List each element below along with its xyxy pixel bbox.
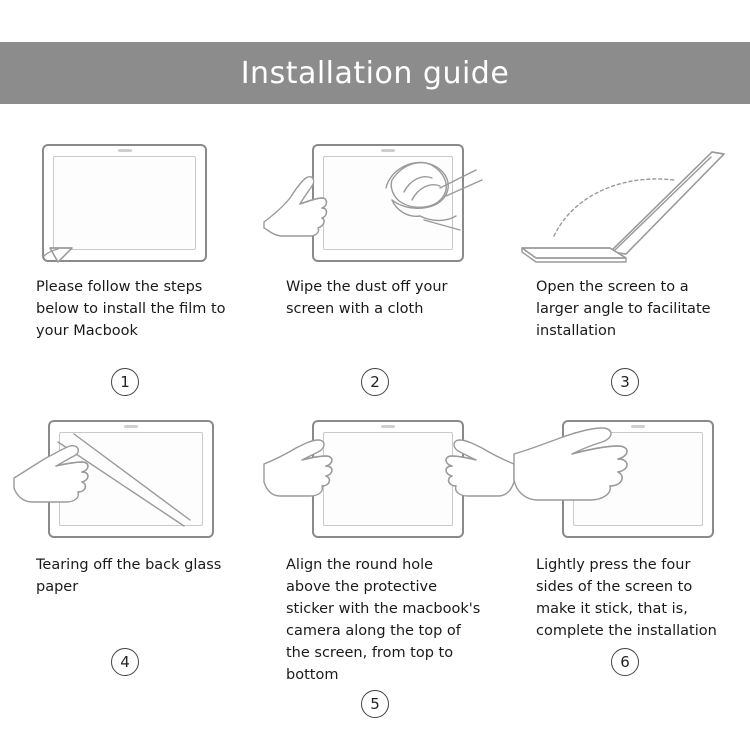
step-3-illustration (514, 136, 736, 266)
step-card-2 (250, 124, 500, 402)
step-card-1 (0, 124, 250, 402)
two-hands-aligning-film-icon (264, 414, 514, 554)
step-number-badge: 6 (611, 648, 639, 676)
hand-peeling-paper-icon (14, 414, 264, 554)
step-6-caption: Lightly press the four sides of the screen to make it stick, that is, complete the installation (536, 557, 717, 639)
step-1-caption: Please follow the steps below to install the film to your Macbook (36, 279, 226, 339)
step-5-number-wrap (264, 690, 486, 718)
hand-pressing-screen-icon (514, 414, 750, 554)
step-6-illustration (514, 414, 736, 544)
step-2-illustration (264, 136, 486, 266)
step-4-caption: Tearing off the back glass paper (36, 557, 222, 595)
step-card-5 (250, 402, 500, 713)
step-number-badge: 4 (111, 648, 139, 676)
step-card-3 (500, 124, 750, 402)
step-4-number-wrap (14, 648, 236, 676)
steps-grid (0, 124, 750, 713)
step-card-6 (500, 402, 750, 702)
step-number-badge: 2 (361, 368, 389, 396)
peeling-film-corner-icon (14, 136, 264, 276)
step-card-4 (0, 402, 250, 702)
header-bar (0, 42, 750, 104)
step-2-caption: Wipe the dust off your screen with a cloth (286, 279, 448, 317)
open-laptop-icon (514, 136, 750, 276)
steps-row-1 (0, 124, 750, 402)
step-5-illustration (264, 414, 486, 544)
step-number-badge: 3 (611, 368, 639, 396)
step-number-badge: 5 (361, 690, 389, 718)
step-6-number-wrap (514, 648, 736, 676)
step-2-number-wrap (264, 368, 486, 396)
step-3-number-wrap (514, 368, 736, 396)
hand-with-cloth-icon (264, 136, 514, 276)
step-1-number-wrap (14, 368, 236, 396)
step-4-illustration (14, 414, 236, 544)
step-1-illustration (14, 136, 236, 266)
step-3-caption: Open the screen to a larger angle to facilitate installation (536, 279, 711, 339)
step-5-caption: Align the round hole above the protective sticker with the macbook's camera along the top of the screen, from top to bottom (286, 557, 481, 683)
page-title: Installation guide (240, 55, 510, 91)
steps-row-2 (0, 402, 750, 713)
step-number-badge: 1 (111, 368, 139, 396)
